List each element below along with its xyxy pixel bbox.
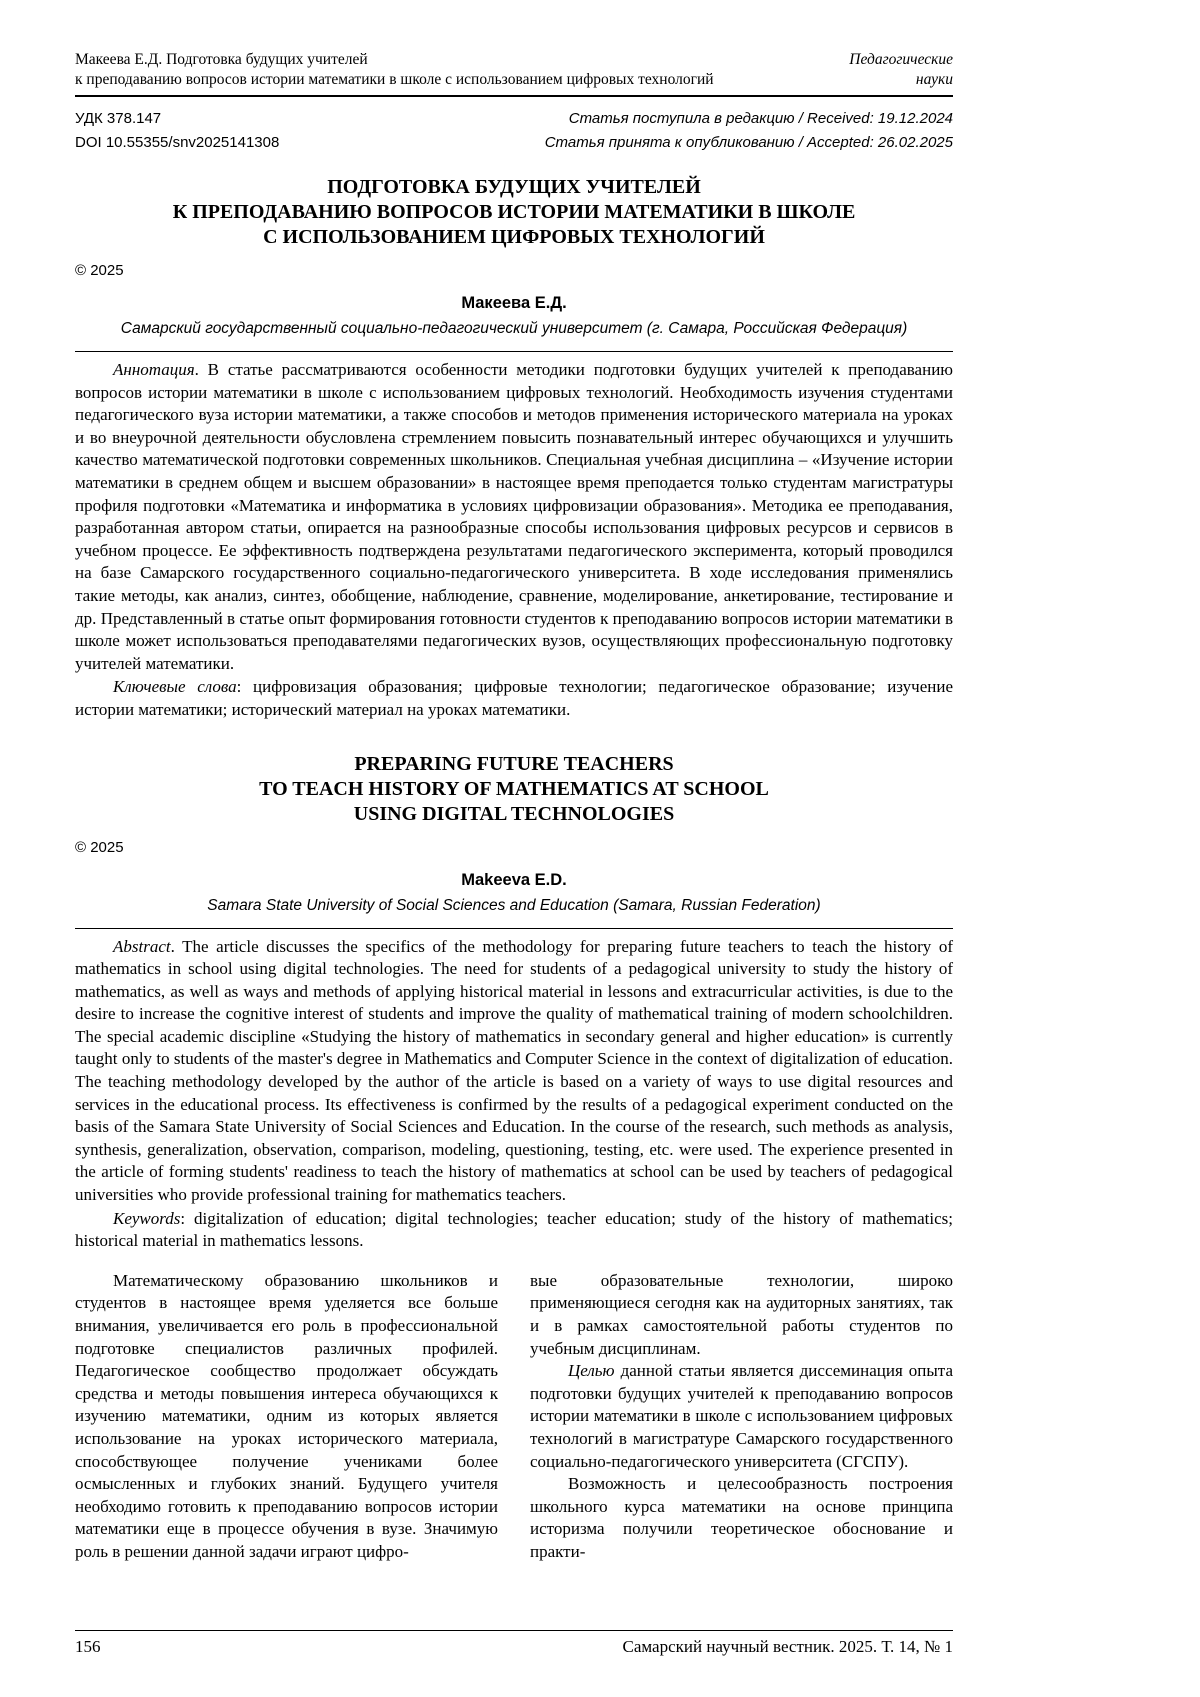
header-rule — [75, 95, 953, 97]
meta-row-udk — [75, 107, 953, 131]
keywords-label-en: Keywords — [113, 1208, 181, 1228]
abstract-rule-ru — [75, 351, 953, 352]
article-title-ru-line3: С ИСПОЛЬЗОВАНИЕМ ЦИФРОВЫХ ТЕХНОЛОГИЙ — [263, 226, 765, 248]
abstract-ru — [75, 359, 953, 675]
footer-rule — [75, 1630, 953, 1631]
udk-code: УДК 378.147 — [75, 110, 162, 127]
doi-code: DOI 10.55355/snv2025141308 — [75, 134, 280, 151]
abstract-rule-en — [75, 928, 953, 929]
body-paragraph: Математическому образованию школьников и студентов в настоящее время уделяется все больше внимания, увеличивается его роль в профессиональной подготовке специалистов различных профилей. Педагогическое сообщество продолжает обсуждать средства и методы повышения интереса обучающихся к изучению математики, одним из которых является использование на уроках исторического материала, способствующее получение учениками более осмысленных и глубоких знаний. Будущего учителя необходимо готовить к преподаванию вопросов истории математики еще в процессе обучения в вузе. Значимую роль в решении данной задачи играют цифро- — [75, 1270, 498, 1561]
running-head-article-title — [75, 50, 714, 90]
keywords-en — [75, 1208, 953, 1253]
body-paragraph: Возможность и целесообразность построения школьного курса математики на основе принципа историзма получили теоретическое обоснование и практи- — [530, 1474, 953, 1561]
article-title-en-line3: USING DIGITAL TECHNOLOGIES — [353, 802, 675, 825]
article-title-ru-line1: ПОДГОТОВКА БУДУЩИХ УЧИТЕЛЕЙ — [327, 176, 701, 198]
abstract-text-en: . The article discusses the specifics of the methodology for preparing future teachers to teach the history of mathematics in school using digital technologies. The need for students of a pedagogical university to study the history of mathematics, as well as ways and methods of applying historical material in lessons and extracurricular activities, is due to the desire to increase the cognitive interest of students and improve the quality of mathematical training of modern schoolchildren. The special academic discipline «Studying the history of mathematics in secondary general and higher education» is currently taught only to students of the master's degree in Mathematics and Computer Science in the context of digitalization of education. The teaching methodology developed by the author of the article is based on a variety of ways to use digital resources and services in the educational process. Its effectiveness is confirmed by the results of a pedagogical experiment conducted on the basis of the Samara State University of Social Sciences and Education. In the course of the research, such methods as analysis, synthesis, generalization, observation, comparison, modeling, questioning, testing, etc. were used. The experience presented in the article of forming students' readiness to teach the history of mathematics at school can be used by teachers of pedagogical universities who provide professional training for mathematics teachers. — [75, 936, 953, 1205]
keywords-ru — [75, 676, 953, 721]
paragraph-lead-italic: Целью — [568, 1361, 615, 1381]
paragraph-text: данной статьи является диссеминация опыта подготовки будущих учителей к преподаванию вопросов истории математики в школе с использованием цифровых технологий в магистратуре Самарского государственного социально-педагогического университета (СГСПУ). — [530, 1361, 953, 1471]
running-head-line2: к преподаванию вопросов истории математики в школе с использованием цифровых технологий — [75, 71, 714, 88]
journal-citation: Самарский научный вестник. 2025. Т. 14, № 1 — [622, 1637, 953, 1656]
page-footer — [75, 1630, 953, 1658]
body-column-left — [75, 1270, 498, 1564]
copyright-ru: © 2025 — [75, 262, 124, 279]
abstract-label-en: Abstract — [113, 936, 171, 956]
abstract-text-ru: . В статье рассматриваются особенности методики подготовки будущих учителей к преподаванию вопросов истории математики в школе с использованием цифровых технологий. Необходимость изучения студентами педагогического вуза истории математики, а также способов и методов применения исторического материала на уроках и во внеурочной деятельности обусловлена стремлением повысить познавательный интерес обучающихся и улучшить качество математической подготовки современных школьников. Специальная учебная дисциплина – «Изучение истории математики в среднем общем и высшем образовании» в настоящее время преподается только студентам магистратуры профиля подготовки «Математика и информатика в условиях цифровизации образования». Методика ее преподавания, разработанная автором статьи, опирается на разнообразные способы использования цифровых ресурсов и сервисов в учебном процессе. Ее эффективность подтверждена результатами педагогического эксперимента, который проводился на базе Самарского государственного социально-педагогического университета. В ходе исследования применялись такие методы, как анализ, синтез, обобщение, наблюдение, сравнение, моделирование, анкетирование, тестирование и др. Представленный в статье опыт формирования готовности студентов к преподаванию вопросов истории математики в школе может использоваться преподавателями педагогических вузов, осуществляющих профессиональную подготовку учителей математики. — [75, 360, 953, 673]
running-head-section-line2: науки — [915, 71, 953, 88]
article-title-en-line2: TO TEACH HISTORY OF MATHEMATICS AT SCHOOL — [259, 777, 769, 800]
running-head-section — [849, 50, 953, 90]
accepted-date: Статья принята к опубликованию / Accepted: 26.02.2025 — [544, 134, 953, 151]
article-meta — [75, 107, 953, 155]
body-columns — [75, 1270, 953, 1564]
author-affiliation-ru: Самарский государственный социально-педагогический университет (г. Самара, Российская Федерация) — [120, 320, 908, 337]
body-column-right — [530, 1270, 953, 1564]
meta-row-doi — [75, 131, 953, 155]
page-number: 156 — [75, 1637, 101, 1656]
body-paragraph — [530, 1360, 953, 1473]
running-head-section-line1: Педагогические — [849, 51, 953, 68]
received-date: Статья поступила в редакцию / Received: 19.12.2024 — [568, 110, 953, 127]
abstract-label-ru: Аннотация — [113, 360, 195, 379]
author-name-ru: Макеева Е.Д. — [461, 294, 567, 312]
article-title-ru — [75, 175, 953, 250]
copyright-en: © 2025 — [75, 838, 124, 856]
abstract-en — [75, 936, 953, 1207]
keywords-text-en: : digitalization of education; digital technologies; teacher education; study of the history of mathematics; historical material in mathematics lessons. — [75, 1208, 953, 1251]
article-title-ru-line2: К ПРЕПОДАВАНИЮ ВОПРОСОВ ИСТОРИИ МАТЕМАТИКИ В ШКОЛЕ — [172, 201, 856, 223]
author-affiliation-en: Samara State University of Social Sciences and Education (Samara, Russian Federation) — [207, 896, 821, 914]
page-content — [75, 50, 953, 1564]
body-paragraph: вые образовательные технологии, широко применяющиеся сегодня как на аудиторных занятиях, так и в рамках самостоятельной работы студентов по учебным дисциплинам. — [530, 1270, 953, 1358]
keywords-text-ru: : цифровизация образования; цифровые технологии; педагогическое образование; изучение истории математики; исторический материал на уроках математики. — [75, 677, 953, 719]
running-head — [75, 50, 953, 90]
article-title-en — [75, 752, 953, 827]
running-head-line1: Макеева Е.Д. Подготовка будущих учителей — [75, 51, 368, 68]
article-title-en-line1: PREPARING FUTURE TEACHERS — [354, 752, 674, 775]
keywords-label-ru: Ключевые слова — [113, 677, 237, 697]
footer-row — [75, 1635, 953, 1658]
author-name-en: Makeeva E.D. — [461, 870, 567, 889]
